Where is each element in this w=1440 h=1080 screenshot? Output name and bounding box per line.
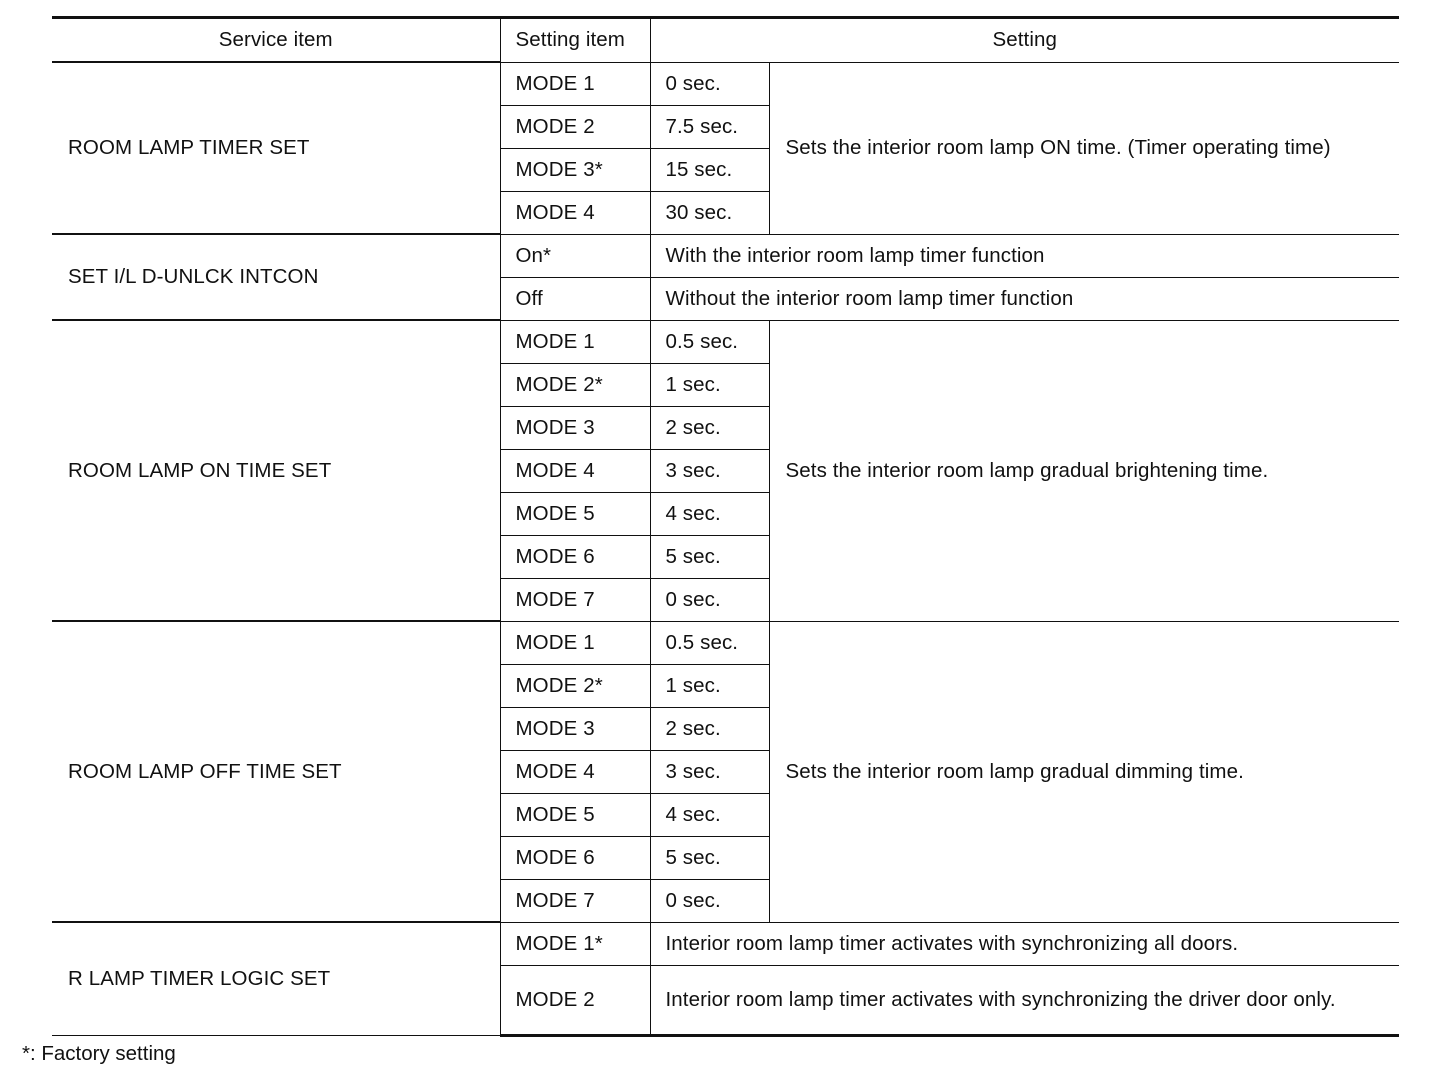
setting-text-cell: Interior room lamp timer activates with synchronizing the driver door only. [650, 965, 1399, 1035]
header-setting-item: Setting item [500, 18, 650, 63]
setting-value-cell: 0.5 sec. [650, 320, 769, 363]
table-row [52, 62, 1399, 105]
service-item-cell: ROOM LAMP ON TIME SET [52, 320, 500, 621]
setting-item-cell: MODE 1 [500, 621, 650, 664]
setting-value-cell: 2 sec. [650, 406, 769, 449]
setting-value-cell: 5 sec. [650, 836, 769, 879]
setting-value-cell: 1 sec. [650, 363, 769, 406]
setting-description-cell: Sets the interior room lamp ON time. (Timer operating time) [769, 62, 1399, 234]
setting-value-cell: 1 sec. [650, 664, 769, 707]
setting-item-cell: MODE 4 [500, 750, 650, 793]
setting-item-cell: MODE 1* [500, 922, 650, 965]
setting-item-cell: MODE 4 [500, 191, 650, 234]
setting-description-cell: Sets the interior room lamp gradual brightening time. [769, 320, 1399, 621]
setting-item-cell: MODE 3 [500, 406, 650, 449]
setting-item-cell: MODE 2* [500, 664, 650, 707]
setting-value-cell: 5 sec. [650, 535, 769, 578]
header-row [52, 18, 1399, 63]
setting-value-cell: 4 sec. [650, 492, 769, 535]
setting-item-cell: MODE 2 [500, 965, 650, 1035]
footnote: *: Factory setting [22, 1042, 176, 1065]
setting-item-cell: MODE 6 [500, 535, 650, 578]
setting-value-cell: 2 sec. [650, 707, 769, 750]
setting-item-cell: Off [500, 277, 650, 320]
table-row [52, 922, 1399, 965]
setting-item-cell: MODE 4 [500, 449, 650, 492]
setting-text-cell: Interior room lamp timer activates with synchronizing all doors. [650, 922, 1399, 965]
setting-item-cell: MODE 7 [500, 879, 650, 922]
setting-value-cell: 0 sec. [650, 879, 769, 922]
setting-item-cell: MODE 5 [500, 793, 650, 836]
setting-item-cell: MODE 6 [500, 836, 650, 879]
setting-item-cell: MODE 3* [500, 148, 650, 191]
setting-description-cell: Sets the interior room lamp gradual dimming time. [769, 621, 1399, 922]
setting-value-cell: 3 sec. [650, 750, 769, 793]
settings-table [52, 16, 1399, 1037]
service-item-cell: ROOM LAMP TIMER SET [52, 62, 500, 234]
header-service-item: Service item [52, 18, 500, 63]
setting-text-cell: With the interior room lamp timer function [650, 234, 1399, 277]
setting-item-cell: MODE 7 [500, 578, 650, 621]
header-setting: Setting [650, 18, 1399, 63]
setting-item-cell: MODE 1 [500, 62, 650, 105]
setting-item-cell: On* [500, 234, 650, 277]
setting-item-cell: MODE 2* [500, 363, 650, 406]
setting-value-cell: 0 sec. [650, 62, 769, 105]
setting-text-cell: Without the interior room lamp timer function [650, 277, 1399, 320]
setting-value-cell: 30 sec. [650, 191, 769, 234]
table-row [52, 234, 1399, 277]
setting-item-cell: MODE 5 [500, 492, 650, 535]
setting-value-cell: 4 sec. [650, 793, 769, 836]
setting-item-cell: MODE 2 [500, 105, 650, 148]
service-item-cell: R LAMP TIMER LOGIC SET [52, 922, 500, 1035]
setting-value-cell: 15 sec. [650, 148, 769, 191]
service-item-cell: SET I/L D-UNLCK INTCON [52, 234, 500, 320]
service-item-cell: ROOM LAMP OFF TIME SET [52, 621, 500, 922]
table-body [52, 62, 1399, 1035]
setting-value-cell: 0.5 sec. [650, 621, 769, 664]
setting-value-cell: 0 sec. [650, 578, 769, 621]
table-row [52, 320, 1399, 363]
setting-item-cell: MODE 1 [500, 320, 650, 363]
table-row [52, 621, 1399, 664]
setting-value-cell: 3 sec. [650, 449, 769, 492]
setting-item-cell: MODE 3 [500, 707, 650, 750]
setting-value-cell: 7.5 sec. [650, 105, 769, 148]
